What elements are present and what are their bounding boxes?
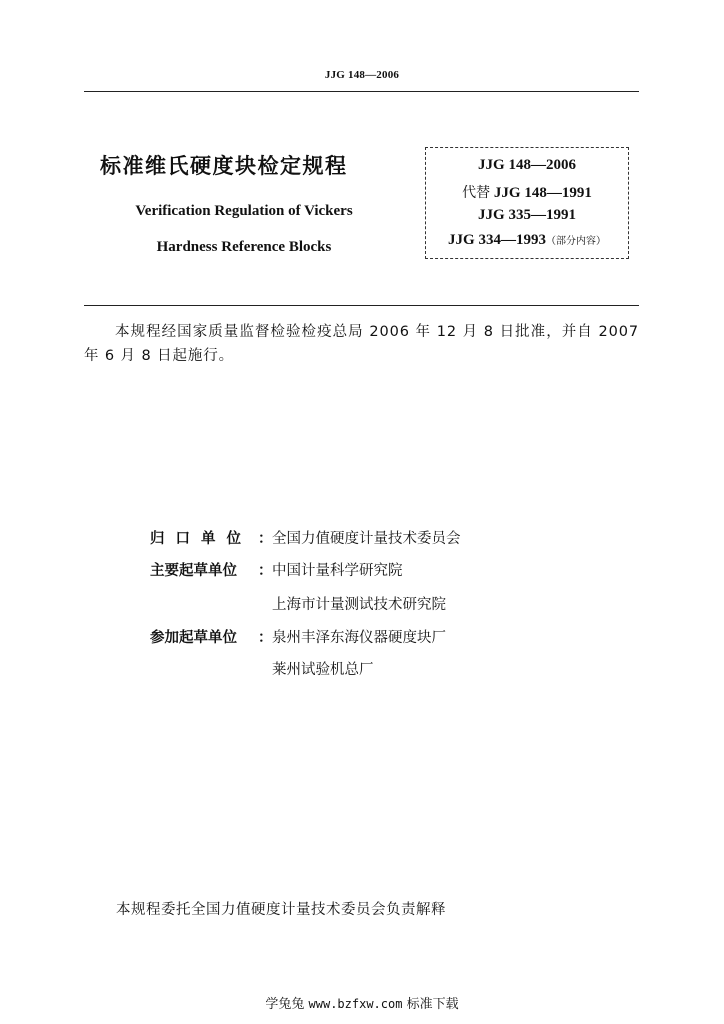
title-english-line2: Hardness Reference Blocks — [156, 239, 332, 255]
colon: ： — [258, 531, 273, 547]
replaces-line — [425, 182, 629, 202]
running-header-code: JJG 148—2006 — [324, 69, 400, 81]
title-chinese: 标准维氏硬度块检定规程 — [100, 154, 348, 178]
title-rule — [84, 305, 639, 306]
replaced-code-3: JJG 334—1993 — [448, 232, 546, 248]
footer-url[interactable]: www.bzfxw.com — [308, 997, 403, 1011]
colon: ： — [258, 630, 273, 646]
footer-tagline: 标准下载 — [406, 997, 459, 1012]
partial-content-note: （部分内容） — [545, 236, 606, 247]
footer-watermark — [0, 993, 724, 1012]
main-drafting-label: 主要起草单位 — [150, 563, 237, 579]
main-drafting-unit-2: 上海市计量测试技术研究院 — [272, 597, 446, 613]
approval-paragraph: 本规程经国家质量监督检验检疫总局 2006 年 12 月 8 日批准，并自 2007 年 6 月 8 日起施行。 — [84, 324, 639, 364]
title-english-line1: Verification Regulation of Vickers — [135, 203, 353, 219]
standard-code: JJG 148—2006 — [478, 157, 576, 173]
interpretation-note: 本规程委托全国力值硬度计量技术委员会负责解释 — [116, 902, 446, 918]
footer-site-name: 学兔兔 — [265, 997, 305, 1012]
replaced-code-3-line — [425, 232, 629, 249]
replaced-code-1: JJG 148—1991 — [493, 185, 592, 201]
responsible-unit-value: 全国力值硬度计量技术委员会 — [272, 531, 461, 547]
participating-drafting-label: 参加起草单位 — [150, 630, 237, 646]
main-drafting-unit-1: 中国计量科学研究院 — [272, 563, 403, 579]
replaced-code-2: JJG 335—1991 — [478, 207, 576, 223]
participating-unit-1: 泉州丰泽东海仪器硬度块厂 — [272, 630, 446, 646]
participating-unit-2: 莱州试验机总厂 — [272, 662, 374, 678]
colon: ： — [258, 563, 273, 579]
header-rule — [84, 91, 639, 92]
replaces-label: 代替 — [462, 185, 491, 201]
responsible-unit-label: 归口单位 — [150, 531, 252, 547]
